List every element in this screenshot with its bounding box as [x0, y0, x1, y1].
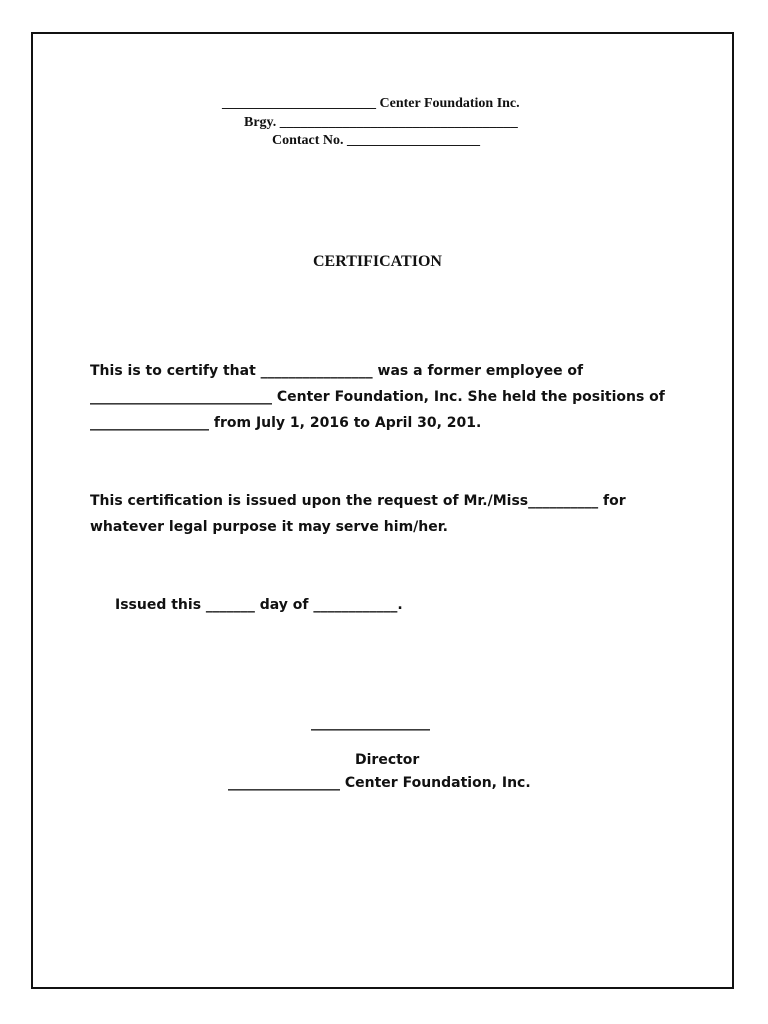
signature-role: Director: [355, 752, 420, 768]
issued-line: Issued this _______ day of ____________.: [115, 597, 403, 613]
signature-line: _________________: [311, 715, 430, 731]
document-page: [31, 32, 734, 989]
para1-line-1: This is to certify that ________________ was a former employee of: [90, 363, 584, 379]
document-title: CERTIFICATION: [313, 253, 442, 270]
para2-line-1: This certification is issued upon the request of Mr./Miss__________ for: [90, 493, 626, 509]
para1-line-2: __________________________ Center Foundation, Inc. She held the positions of: [90, 389, 665, 405]
header-org-line: ______________________ Center Foundation Inc.: [222, 96, 520, 111]
header-contact-line: Contact No. ___________________: [272, 133, 481, 148]
signature-org: ________________ Center Foundation, Inc.: [228, 775, 531, 791]
para1-line-3: _________________ from July 1, 2016 to April 30, 201.: [90, 415, 482, 431]
para2-line-2: whatever legal purpose it may serve him/her.: [90, 519, 448, 535]
header-brgy-line: Brgy. __________________________________: [244, 115, 518, 130]
